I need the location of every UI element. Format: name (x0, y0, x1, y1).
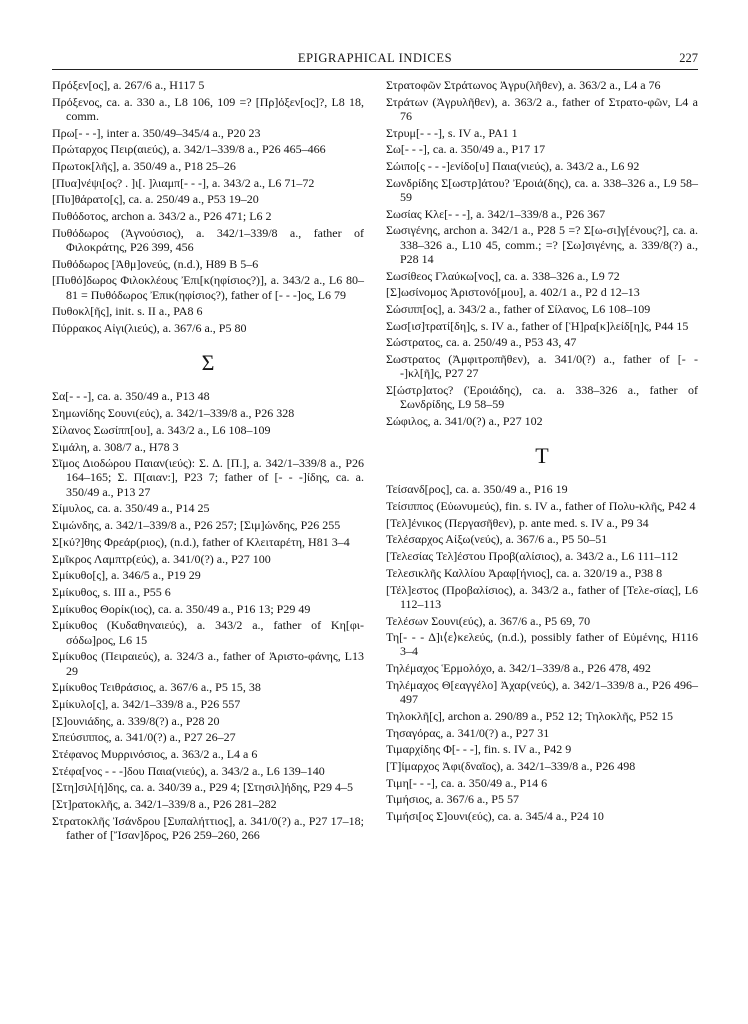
index-entry: Σίλανος Σωσίππ[ου], a. 343/2 a., L6 108–109 (52, 422, 271, 437)
index-entry: [Στ]ρατοκλῆς, a. 342/1–339/8 a., P26 281–282 (52, 797, 277, 812)
index-entry: Στέφανος Μυρρινόσιος, a. 363/2 a., L4 a 6 (52, 747, 258, 761)
index-entry: [Τελ]ένικος (Περγασῆθεν), p. ante med. s. IV a., P9 34 (386, 515, 649, 530)
index-entry: Στρατοφῶν Στράτωνος Ἀγρυ(λῆθεν), a. 363/2 a., L4 a 76 (386, 78, 661, 92)
index-entry: Πρωτοκ[λῆς], a. 350/49 a., P18 25–26 (52, 159, 236, 174)
right-column (386, 78, 698, 826)
page-number: 227 (679, 51, 698, 65)
index-entry: [Τ]ίμαρχος Ἀφι(δναῖος), a. 342/1–339/8 a., P26 498 (386, 758, 636, 773)
index-entry: Τιμήσιος, a. 367/6 a., P5 57 (386, 792, 519, 807)
index-entry: [Σ]ωσίνομος Ἀριστονό[μου], a. 402/1 a., P2 d 12–13 (386, 285, 640, 300)
running-head-title: EPIGRAPHICAL INDICES (297, 51, 453, 65)
running-header (52, 51, 698, 70)
index-entry: Σμίκυθο[ς], a. 346/5 a., P19 29 (52, 568, 201, 583)
index-entry: Τηλοκλῆ[ς], archon a. 290/89 a., P52 12; Τηλοκλῆς, P52 15 (386, 708, 674, 723)
index-entry: Πυθόδωρος (Ἁγνούσιος), a. 342/1–339/8 a., father of Φιλοκράτης, P26 399, 456 (52, 225, 364, 255)
index-entry: Πυθόδοτος, archon a. 343/2 a., P26 471; L6 2 (52, 209, 272, 224)
index-entry: Πρώταρχος Πειρ(αιεύς), a. 342/1–339/8 a., P26 465–466 (52, 142, 326, 157)
index-entry: Σμίκυθος (Πειραιεύς), a. 324/3 a., father of Ἀριστο-φάνης, L13 29 (52, 649, 364, 678)
index-entry: Τιμη[- - -], ca. a. 350/49 a., P14 6 (386, 775, 548, 790)
index-entry: Σα[- - -], ca. a. 350/49 a., P13 48 (52, 389, 210, 404)
index-entry: Τελέσων Σουνι(εύς), a. 367/6 a., P5 69, 70 (386, 613, 591, 628)
entry-list (386, 78, 698, 428)
index-entry: Σμίκυθος, s. III a., P55 6 (52, 584, 171, 599)
index-entry: Σώστρατος, ca. a. 250/49 a., P53 43, 47 (386, 335, 577, 350)
index-entry: Σώιπο[ς - - -]ενίδο[υ] Παια(νιεύς), a. 343/2 a., L6 92 (386, 159, 640, 174)
index-entry: Τηλέμαχος Ἑρμολόχο, a. 342/1–339/8 a., P26 478, 492 (386, 661, 651, 676)
index-entry: Σώσιππ[ος], a. 343/2 a., father of Σίλανος, L6 108–109 (386, 302, 651, 317)
entry-list (386, 482, 698, 823)
index-entry: Πρόξενος, ca. a. 330 a., L8 106, 109 =? [Πρ]όξεν[ος]?, L8 18, comm. (52, 94, 364, 123)
index-entry: Τελεσικλῆς Καλλίου Ἀραφ[ήνιος], ca. a. 320/19 a., P38 8 (386, 565, 663, 580)
index-entry: [Τέλ]εστος (Προβαλίσιος), a. 343/2 a., father of [Τελε-σίας], L6 112–113 (386, 582, 698, 611)
index-entry: Σ[κύ?]θης Φρεάρ(ριος), (n.d.), father of Κλειταρέτη, H81 3–4 (52, 534, 350, 549)
index-entry: Σμίκυθος Τειθράσιος, a. 367/6 a., P5 15, 38 (52, 680, 261, 695)
index-entry: Σωσίας Κλε[- - -], a. 342/1–339/8 a., P26 367 (386, 206, 606, 221)
index-entry: Σωνδρίδης Σ[ωστρ]άτου? Ἐροιά(δης), ca. a. 338–326 a., L9 58–59 (386, 175, 698, 205)
index-entry: Σιμάλη, a. 308/7 a., H78 3 (52, 439, 179, 454)
index-entry: [Πυθό]δωρος Φιλοκλέους Ἐπι[κ(ηφίσιος?)], a. 343/2 a., L6 80–81 = Πυθόδωρος Ἐπικ(ηφίσιος?), father of [- - -]ος, L6 79 (52, 273, 364, 302)
index-entry: Σημωνίδης Σουνι(εύς), a. 342/1–339/8 a., P26 328 (52, 406, 295, 421)
index-entry: Σώφιλος, a. 341/0(?) a., P27 102 (386, 414, 543, 429)
index-entry: Πρόξεν[ος], a. 267/6 a., H117 5 (52, 78, 205, 92)
index-entry: Στρυμ[- - -], s. IV a., PA1 1 (386, 125, 518, 140)
index-entry: Πυθόδωρος [Ἀθμ]ονεύς, (n.d.), H89 B 5–6 (52, 256, 259, 271)
index-entry: Τιμήσι[ος Σ]ουνι(εύς), ca. a. 345/4 a., P24 10 (386, 808, 604, 823)
entry-list (52, 78, 364, 335)
index-entry: Πρω[- - -], inter a. 350/49–345/4 a., P20 23 (52, 125, 261, 140)
index-entry: [Πυ]θάρατο[ς], ca. a. 250/49 a., P53 19–20 (52, 192, 259, 207)
index-entry: Τησαγόρας, a. 341/0(?) a., P27 31 (386, 725, 550, 740)
index-entry: Τη[- - - Δ]ι⟨ε⟩κελεύς, (n.d.), possibly father of Εὐμένης, H116 3–4 (386, 630, 698, 659)
index-entry: [Σ]ουνιάδης, a. 339/8(?) a., P28 20 (52, 713, 220, 728)
index-entry: Σμῖκρος Λαμπτρ(εύς), a. 341/0(?) a., P27 100 (52, 551, 271, 566)
index-entry: Σῖμος Διοδώρου Παιαν(ιεύς): Σ. Δ. [Π.], a. 342/1–339/8 a., P26 164–165; Σ. Π[αιαν:], P23 7; father of [- - -]ίδης, ca. a. 350/49 a., P13 27 (52, 456, 364, 499)
left-column (52, 78, 364, 845)
index-entry: Σμίκυθος Θορίκ(ιος), ca. a. 350/49 a., P16 13; P29 49 (52, 601, 311, 616)
index-entry: Σίμυλος, ca. a. 350/49 a., P14 25 (52, 501, 210, 516)
index-entry: [Πυα]νέψι[ος? . ]ι[. ]λιαμπ[- - -], a. 343/2 a., L6 71–72 (52, 175, 315, 190)
index-entry: Τηλέμαχος Θ[εαγγέλο] Ἀχαρ(νεύς), a. 342/1–339/8 a., P26 496–497 (386, 677, 698, 707)
index-entry: Σωσιγένης, archon a. 342/1 a., P28 5 =? Σ[ω-σι]γ[ένους?], ca. a. 338–326 a., L10 45, comm.; =? [Σω]σιγένης, a. 339/8(?) a., P28 14 (386, 223, 698, 266)
index-entry: Πύρρακος Αἰγι(λιεύς), a. 367/6 a., P5 80 (52, 321, 247, 336)
index-entry: Σμίκυθος (Κυδαθηναιεύς), a. 343/2 a., father of Κη[φι-σόδω]ρος, L6 15 (52, 618, 364, 647)
section-letter-tau: Τ (535, 443, 549, 469)
entry-list (52, 389, 364, 842)
index-entry: Σιμώνδης, a. 342/1–339/8 a., P26 257; [Σιμ]ώνδης, P26 255 (52, 518, 341, 533)
index-entry: [Στη]σιλ[ή]δης, ca. a. 340/39 a., P29 4; [Στησιλ]ήδης, P29 4–5 (52, 780, 353, 795)
index-entry: Σ[ώστρ]ατος? (Ἐροιάδης), ca. a. 338–326 a., father of Σωνδρίδης, L9 58–59 (386, 383, 698, 412)
index-entry: Τιμαρχίδης Φ[- - -], fin. s. IV a., P42 9 (386, 742, 572, 757)
index-entry: Τείσανδ[ρος], ca. a. 350/49 a., P16 19 (386, 482, 568, 497)
index-entry: Σωστρατος (Ἀμφιτροπῆθεν), a. 341/0(?) a., father of [- - -]κλ[ῆ]ς, P27 27 (386, 352, 698, 381)
section-letter-sigma: Σ (201, 350, 215, 376)
index-entry: Τελέσαρχος Αἰξω(νεύς), a. 367/6 a., P5 50–51 (386, 532, 608, 547)
index-entry: [Τελεσίας Τελ]έστου Προβ(αλίσιος), a. 343/2 a., L6 111–112 (386, 549, 679, 564)
index-entry: Σμίκυλο[ς], a. 342/1–339/8 a., P26 557 (52, 696, 241, 711)
index-entry: Πυθοκλ[ῆς], init. s. II a., PA8 6 (52, 304, 203, 319)
index-entry: Στράτων (Ἀγρυλῆθεν), a. 363/2 a., father of Στρατο-φῶν, L4 a 76 (386, 94, 698, 123)
index-entry: Σπεύσιππος, a. 341/0(?) a., P27 26–27 (52, 730, 236, 745)
index-entry: Σωσίθεος Γλαύκω[νος], ca. a. 338–326 a., L9 72 (386, 268, 620, 283)
index-entry: Σω[- - -], ca. a. 350/49 a., P17 17 (386, 142, 546, 157)
index-entry: Τείσιππος (Εὐωνυμεύς), fin. s. IV a., father of Πολυ-κλῆς, P42 4 (386, 499, 696, 514)
index-entry: Σωσ[ισ]τρατί[δη]ς, s. IV a., father of [Ἡ]ρα[κ]λείδ[η]ς, P44 15 (386, 318, 689, 333)
index-entry: Στέφα[νος - - -]δου Παια(νιεύς), a. 343/2 a., L6 139–140 (52, 763, 325, 778)
index-entry: Στρατοκλῆς Ἰσάνδρου [Συπαλήττιος], a. 341/0(?) a., P27 17–18; father of [Ἴσαν]δρος, P26 259–260, 266 (52, 813, 364, 843)
